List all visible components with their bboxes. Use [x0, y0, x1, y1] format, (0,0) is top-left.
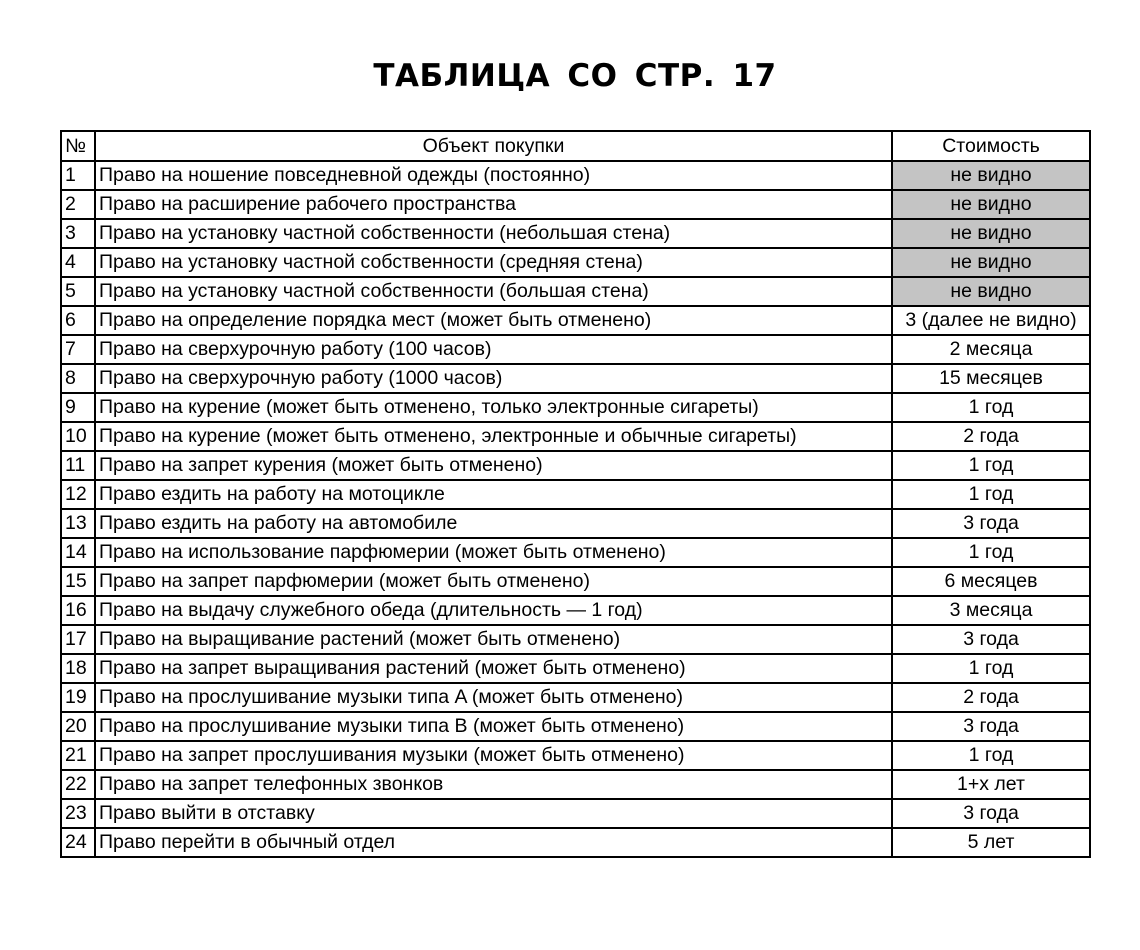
cost-cell: 1 год — [892, 451, 1090, 480]
table-row — [61, 799, 1090, 828]
row-number-cell: 4 — [61, 248, 95, 277]
row-number-cell: 19 — [61, 683, 95, 712]
purchase-object-cell: Право на сверхурочную работу (100 часов) — [95, 335, 892, 364]
purchase-object-cell: Право на расширение рабочего пространства — [95, 190, 892, 219]
cost-cell-obscured: не видно — [892, 277, 1090, 306]
row-number-cell: 22 — [61, 770, 95, 799]
row-number-cell: 9 — [61, 393, 95, 422]
table-row — [61, 538, 1090, 567]
table-body — [61, 161, 1090, 857]
table-row — [61, 161, 1090, 190]
row-number-cell: 24 — [61, 828, 95, 857]
table-row — [61, 509, 1090, 538]
row-number-cell: 20 — [61, 712, 95, 741]
table-row — [61, 364, 1090, 393]
row-number-cell: 12 — [61, 480, 95, 509]
table-row — [61, 480, 1090, 509]
column-header-object: Объект покупки — [95, 131, 892, 161]
cost-cell: 3 года — [892, 625, 1090, 654]
purchase-object-cell: Право на прослушивание музыки типа B (может быть отменено) — [95, 712, 892, 741]
purchase-object-cell: Право на ношение повседневной одежды (постоянно) — [95, 161, 892, 190]
cost-cell: 3 года — [892, 509, 1090, 538]
row-number-cell: 15 — [61, 567, 95, 596]
purchase-object-cell: Право на курение (может быть отменено, только электронные сигареты) — [95, 393, 892, 422]
cost-cell: 1+x лет — [892, 770, 1090, 799]
purchase-object-cell: Право на выращивание растений (может быть отменено) — [95, 625, 892, 654]
cost-cell: 2 года — [892, 422, 1090, 451]
row-number-cell: 13 — [61, 509, 95, 538]
table-row — [61, 248, 1090, 277]
purchase-object-cell: Право на запрет курения (может быть отменено) — [95, 451, 892, 480]
purchase-object-cell: Право на запрет телефонных звонков — [95, 770, 892, 799]
column-header-number: № — [61, 131, 95, 161]
cost-cell: 1 год — [892, 480, 1090, 509]
purchase-price-table — [60, 130, 1091, 858]
row-number-cell: 7 — [61, 335, 95, 364]
column-header-cost: Стоимость — [892, 131, 1090, 161]
table-row — [61, 335, 1090, 364]
cost-cell-obscured: не видно — [892, 190, 1090, 219]
purchase-object-cell: Право на установку частной собственности (большая стена) — [95, 277, 892, 306]
cost-cell: 2 месяца — [892, 335, 1090, 364]
purchase-object-cell: Право на сверхурочную работу (1000 часов) — [95, 364, 892, 393]
cost-cell: 1 год — [892, 393, 1090, 422]
table-row — [61, 306, 1090, 335]
purchase-object-cell: Право ездить на работу на автомобиле — [95, 509, 892, 538]
cost-cell: 3 года — [892, 712, 1090, 741]
row-number-cell: 21 — [61, 741, 95, 770]
table-row — [61, 219, 1090, 248]
cost-cell: 3 года — [892, 799, 1090, 828]
purchase-object-cell: Право на запрет прослушивания музыки (может быть отменено) — [95, 741, 892, 770]
row-number-cell: 8 — [61, 364, 95, 393]
row-number-cell: 16 — [61, 596, 95, 625]
purchase-object-cell: Право на выдачу служебного обеда (длительность — 1 год) — [95, 596, 892, 625]
cost-cell: 1 год — [892, 741, 1090, 770]
row-number-cell: 6 — [61, 306, 95, 335]
table-row — [61, 828, 1090, 857]
cost-cell: 3 месяца — [892, 596, 1090, 625]
table-row — [61, 741, 1090, 770]
row-number-cell: 18 — [61, 654, 95, 683]
row-number-cell: 23 — [61, 799, 95, 828]
cost-cell-obscured: не видно — [892, 248, 1090, 277]
purchase-object-cell: Право на запрет выращивания растений (может быть отменено) — [95, 654, 892, 683]
row-number-cell: 1 — [61, 161, 95, 190]
row-number-cell: 3 — [61, 219, 95, 248]
row-number-cell: 17 — [61, 625, 95, 654]
purchase-object-cell: Право на прослушивание музыки типа A (может быть отменено) — [95, 683, 892, 712]
purchase-object-cell: Право на запрет парфюмерии (может быть отменено) — [95, 567, 892, 596]
row-number-cell: 2 — [61, 190, 95, 219]
table-row — [61, 654, 1090, 683]
table-row — [61, 770, 1090, 799]
purchase-object-cell: Право на установку частной собственности (средняя стена) — [95, 248, 892, 277]
purchase-object-cell: Право на курение (может быть отменено, электронные и обычные сигареты) — [95, 422, 892, 451]
purchase-object-cell: Право на использование парфюмерии (может быть отменено) — [95, 538, 892, 567]
table-row — [61, 712, 1090, 741]
table-row — [61, 277, 1090, 306]
table-row — [61, 567, 1090, 596]
purchase-object-cell: Право на определение порядка мест (может быть отменено) — [95, 306, 892, 335]
cost-cell: 2 года — [892, 683, 1090, 712]
table-row — [61, 422, 1090, 451]
cost-cell-obscured: не видно — [892, 219, 1090, 248]
purchase-object-cell: Право выйти в отставку — [95, 799, 892, 828]
table-row — [61, 596, 1090, 625]
table-row — [61, 683, 1090, 712]
purchase-object-cell: Право на установку частной собственности (небольшая стена) — [95, 219, 892, 248]
table-row — [61, 451, 1090, 480]
table-row — [61, 393, 1090, 422]
purchase-object-cell: Право ездить на работу на мотоцикле — [95, 480, 892, 509]
table-row — [61, 190, 1090, 219]
row-number-cell: 14 — [61, 538, 95, 567]
row-number-cell: 5 — [61, 277, 95, 306]
cost-cell: 15 месяцев — [892, 364, 1090, 393]
row-number-cell: 11 — [61, 451, 95, 480]
cost-cell-obscured: не видно — [892, 161, 1090, 190]
cost-cell: 6 месяцев — [892, 567, 1090, 596]
cost-cell: 5 лет — [892, 828, 1090, 857]
page-title: ТАБЛИЦА СО СТР. 17 — [373, 58, 777, 94]
cost-cell: 1 год — [892, 538, 1090, 567]
table-row — [61, 625, 1090, 654]
table-header-row — [61, 131, 1090, 161]
cost-cell: 3 (далее не видно) — [892, 306, 1090, 335]
row-number-cell: 10 — [61, 422, 95, 451]
purchase-object-cell: Право перейти в обычный отдел — [95, 828, 892, 857]
cost-cell: 1 год — [892, 654, 1090, 683]
